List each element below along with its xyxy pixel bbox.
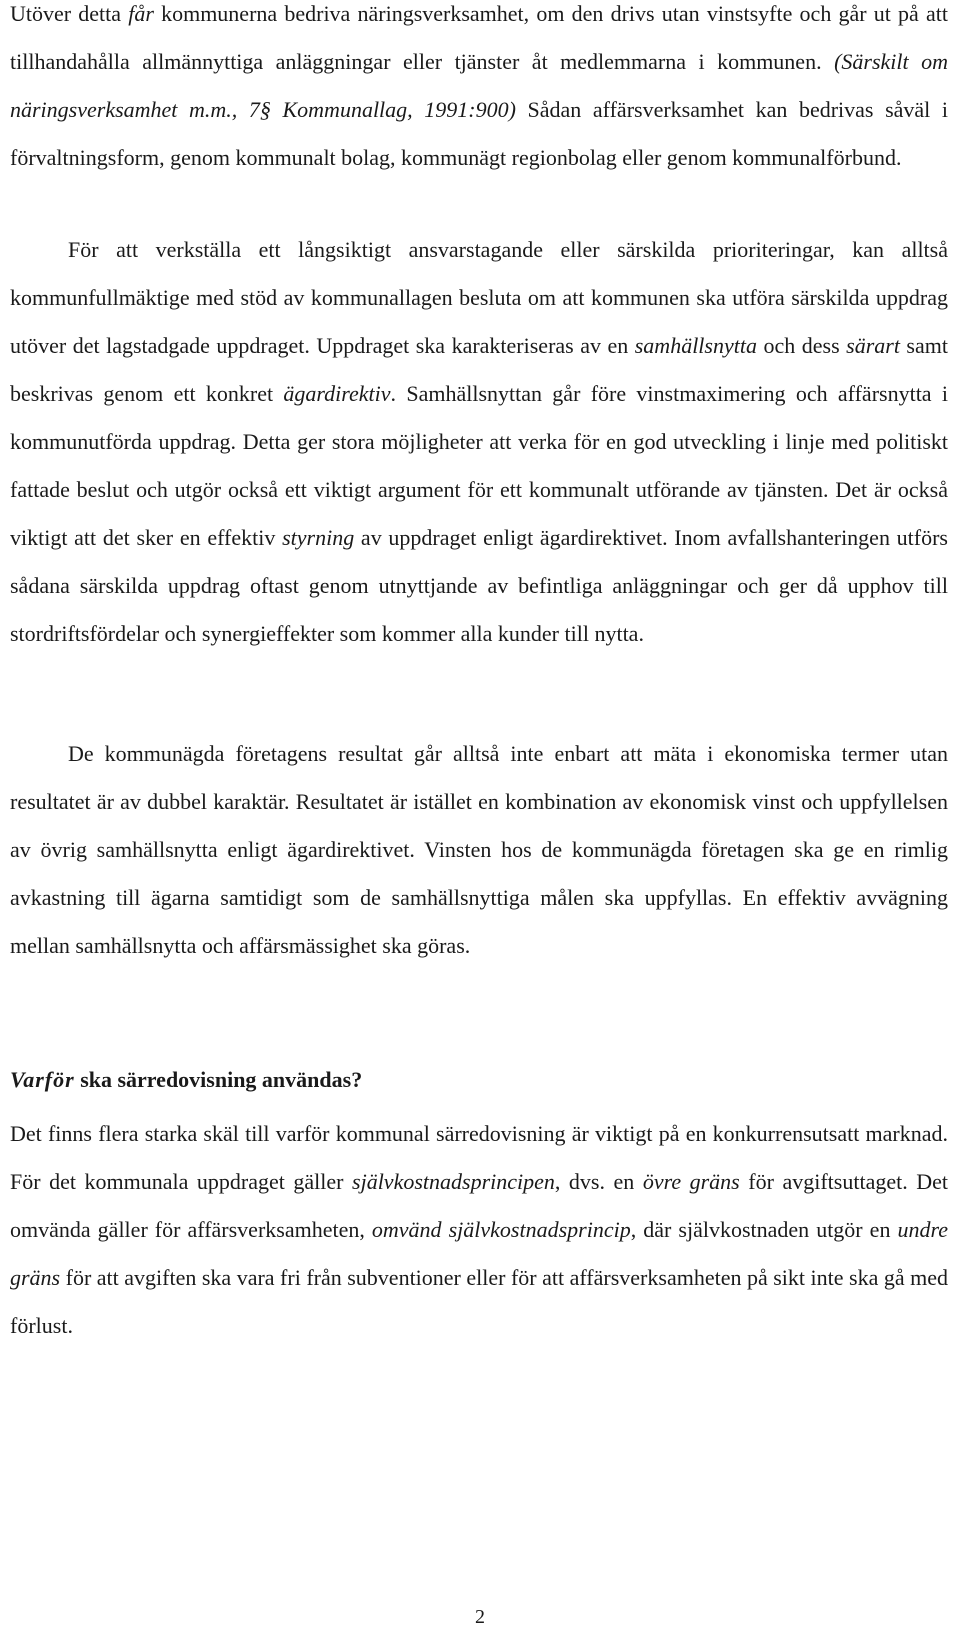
- text-run: kommunerna bedriva näringsverksamhet, om den drivs utan vinstsyfte och går ut på att tillhandahålla allmännyttiga anläggningar eller tjänster åt medlemmarna i kommunen.: [10, 1, 948, 74]
- paragraph-resultat: [10, 730, 948, 970]
- text-run: Sådan affärsverksamhet kan bedrivas såväl i förvaltningsform, genom kommunalt bolag, kommunägt regionbolag eller genom kommunalförbund.: [10, 97, 948, 170]
- heading-italic-part: Varför: [10, 1067, 75, 1092]
- term-ovre-grans: övre gräns: [642, 1169, 740, 1194]
- term-sarart: särart: [846, 333, 900, 358]
- text-run: Det finns flera starka skäl till varför kommunal särredovisning är viktigt på en konkurrensutsatt marknad. För det kommunala uppdraget gäller: [10, 1121, 948, 1194]
- term-undre-grans: undre gräns: [10, 1217, 949, 1290]
- paragraph-sarredovisning: [10, 1110, 948, 1350]
- text-run: . Samhällsnyttan går före vinstmaximering och affärsnytta i kommunutförda uppdrag. Detta ger stora möjligheter att verka för en god utveckling i linje med politiskt fattade beslut och utgör också ett viktigt argument för ett kommunalt utförande av tjänsten. Det är också viktigt att det sker en effektiv: [10, 381, 948, 550]
- text-run: av uppdraget enligt ägardirektivet. Inom avfallshanteringen utförs sådana särskilda uppdrag oftast genom utnyttjande av befintliga anläggningar och ger då upphov till stordriftsfördelar och synergieffekter som kommer alla kunder till nytta.: [10, 525, 948, 646]
- text-run: för avgiftsuttaget. Det omvända gäller för affärsverksamheten,: [10, 1169, 949, 1242]
- law-citation: (Särskilt om näringsverksamhet m.m., 7§ Kommunallag, 1991:900): [10, 49, 948, 122]
- emphasis-far: får: [128, 1, 154, 26]
- term-agardirektiv: ägardirektiv: [283, 381, 391, 406]
- paragraph-sarskilda-uppdrag: [10, 226, 948, 658]
- text-run: för att avgiften ska vara fri från subventioner eller för att affärsverksamheten på sikt inte ska gå med förlust.: [10, 1265, 948, 1338]
- term-samhallsnytta: samhällsnytta: [634, 333, 757, 358]
- text-run: samt beskrivas genom ett konkret: [10, 333, 948, 406]
- text-run: För att verkställa ett långsiktigt ansvarstagande eller särskilda prioriteringar, kan alltså kommunfullmäktige med stöd av kommunallagen besluta om att kommunen ska utföra särskilda uppdrag utöver det lagstadgade uppdraget. Uppdraget ska karakteriseras av en: [10, 237, 948, 358]
- term-sjalvkostnadsprincipen: självkostnadsprincipen: [352, 1169, 555, 1194]
- paragraph-naringsverksamhet: [10, 0, 948, 182]
- text-run: och dess: [756, 333, 847, 358]
- term-omvand-sjalvkostnadsprincip: omvänd självkostnadsprincip: [371, 1217, 631, 1242]
- heading-text: ska särredovisning användas?: [74, 1067, 363, 1092]
- text-run: , dvs. en: [554, 1169, 643, 1194]
- section-heading: [10, 1060, 362, 1100]
- text-run: De kommunägda företagens resultat går alltså inte enbart att mäta i ekonomiska termer utan resultatet är av dubbel karaktär. Resultatet är istället en kombination av ekonomisk vinst och uppfyllelsen av övrig samhällsnytta enligt ägardirektivet. Vinsten hos de kommunägda företagen ska ge en rimlig avkastning till ägarna samtidigt som de samhällsnyttiga målen ska uppfyllas. En effektiv avvägning mellan samhällsnytta och affärsmässighet ska göras.: [10, 741, 948, 958]
- page-number: 2: [475, 1606, 485, 1628]
- text-run: Utöver detta: [10, 1, 129, 26]
- term-styrning: styrning: [282, 525, 355, 550]
- text-run: , där självkostnaden utgör en: [630, 1217, 898, 1242]
